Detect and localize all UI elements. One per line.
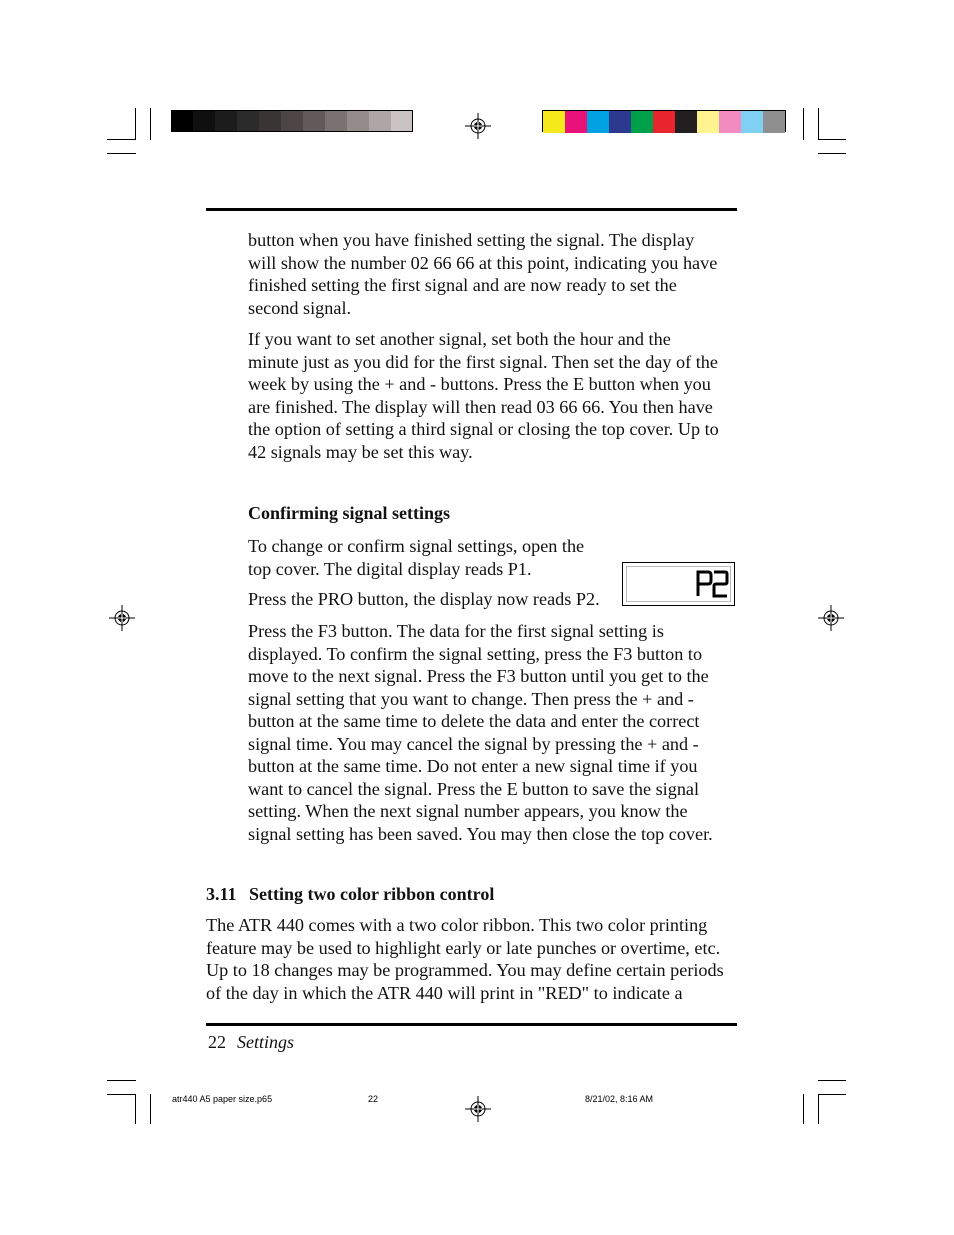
- gray-swatch: [259, 110, 281, 132]
- text-line: If you want to set another signal, set both the hour and the: [248, 329, 671, 349]
- lcd-display-illustration: [622, 562, 735, 606]
- text-line: Up to 18 changes may be programmed. You may define certain periods: [206, 960, 724, 980]
- color-swatch: [763, 111, 785, 133]
- text-line: move to the next signal. Press the F3 button until you get to the: [248, 666, 709, 686]
- slug-datetime: 8/21/02, 8:16 AM: [585, 1094, 654, 1104]
- text-line: displayed. To confirm the signal setting, press the F3 button to: [248, 643, 703, 664]
- text-line: are finished. The display will then read 03 66 66. You then have: [248, 396, 713, 417]
- gray-swatch: [193, 110, 215, 132]
- paragraph-f3-button: [248, 620, 713, 845]
- slug-filename: atr440 A5 paper size.p65: [172, 1094, 273, 1104]
- color-swatch: [653, 111, 675, 133]
- text-line: Press the F3 button. The data for the first signal setting is: [248, 621, 664, 641]
- color-swatch: [741, 111, 763, 133]
- paragraph-pro-button: [248, 588, 600, 611]
- text-line: of the day in which the ATR 440 will print in "RED" to indicate a: [206, 982, 683, 1003]
- paragraph-another-signal: [248, 328, 719, 463]
- paragraph-two-color-ribbon: [206, 914, 724, 1004]
- gray-swatch: [215, 110, 237, 132]
- footer-page-number: 22: [208, 1032, 226, 1052]
- text-line: want to cancel the signal. Press the E button to save the signal: [248, 778, 700, 799]
- text-line: The ATR 440 comes with a two color ribbon. This two color printing: [206, 915, 708, 935]
- text-line: top cover. The digital display reads P1.: [248, 558, 532, 579]
- gray-swatch: [347, 110, 369, 132]
- subheading-confirming-signal-settings: Confirming signal settings: [248, 503, 451, 523]
- color-swatch: [543, 111, 565, 133]
- registration-mark-icon: [465, 113, 491, 139]
- gray-swatch: [171, 110, 193, 132]
- text-line: setting. When the next signal number appears, you know the: [248, 801, 688, 821]
- gray-swatch: [391, 110, 413, 132]
- text-line: signal time. You may cancel the signal by pressing the + and -: [248, 733, 699, 754]
- registration-mark-icon: [109, 605, 135, 631]
- text-line: button at the same time. Do not enter a new signal time if you: [248, 756, 698, 776]
- text-line: signal setting has been saved. You may then close the top cover.: [248, 823, 713, 844]
- paragraph-signal-finish: [248, 229, 717, 319]
- color-swatch: [565, 111, 587, 133]
- text-line: button at the same time to delete the data and enter the correct: [248, 711, 700, 731]
- color-swatch: [719, 111, 741, 133]
- lcd-segment-digits: [695, 569, 729, 599]
- footer-section-name: Settings: [237, 1032, 294, 1052]
- footer-rule: [206, 1023, 737, 1026]
- text-line: the option of setting a third signal or closing the top cover. Up to: [248, 419, 719, 439]
- color-swatch: [697, 111, 719, 133]
- text-line: second signal.: [248, 297, 352, 318]
- color-swatch: [587, 111, 609, 133]
- registration-mark-icon: [818, 605, 844, 631]
- text-line: To change or confirm signal settings, open the: [248, 536, 585, 556]
- color-swatch: [631, 111, 653, 133]
- text-line: button when you have finished setting the signal. The display: [248, 230, 695, 250]
- text-line: signal setting that you want to change. Then press the + and -: [248, 688, 694, 709]
- text-line: finished setting the first signal and are now ready to set the: [248, 275, 677, 295]
- gray-swatch: [237, 110, 259, 132]
- registration-mark-icon: [465, 1096, 491, 1122]
- slug-page: 22: [368, 1094, 379, 1104]
- grayscale-color-bar: [171, 110, 413, 132]
- text-line: Press the PRO button, the display now reads P2.: [248, 589, 600, 609]
- text-line: week by using the + and - buttons. Press the E button when you: [248, 374, 711, 394]
- text-line: 42 signals may be set this way.: [248, 441, 473, 462]
- section-title: Setting two color ribbon control: [249, 884, 495, 904]
- section-heading: [206, 884, 494, 905]
- color-swatch: [609, 111, 631, 133]
- color-swatch: [675, 111, 697, 133]
- section-number: 3.11: [206, 884, 237, 904]
- process-color-bar: [542, 110, 786, 132]
- paragraph-change-confirm: [248, 535, 584, 580]
- text-line: feature may be used to highlight early or late punches or overtime, etc.: [206, 937, 721, 958]
- gray-swatch: [325, 110, 347, 132]
- gray-swatch: [281, 110, 303, 132]
- text-line: minute just as you did for the first signal. Then set the day of the: [248, 351, 718, 372]
- gray-swatch: [303, 110, 325, 132]
- header-rule: [206, 208, 737, 211]
- text-line: will show the number 02 66 66 at this point, indicating you have: [248, 252, 718, 273]
- gray-swatch: [369, 110, 391, 132]
